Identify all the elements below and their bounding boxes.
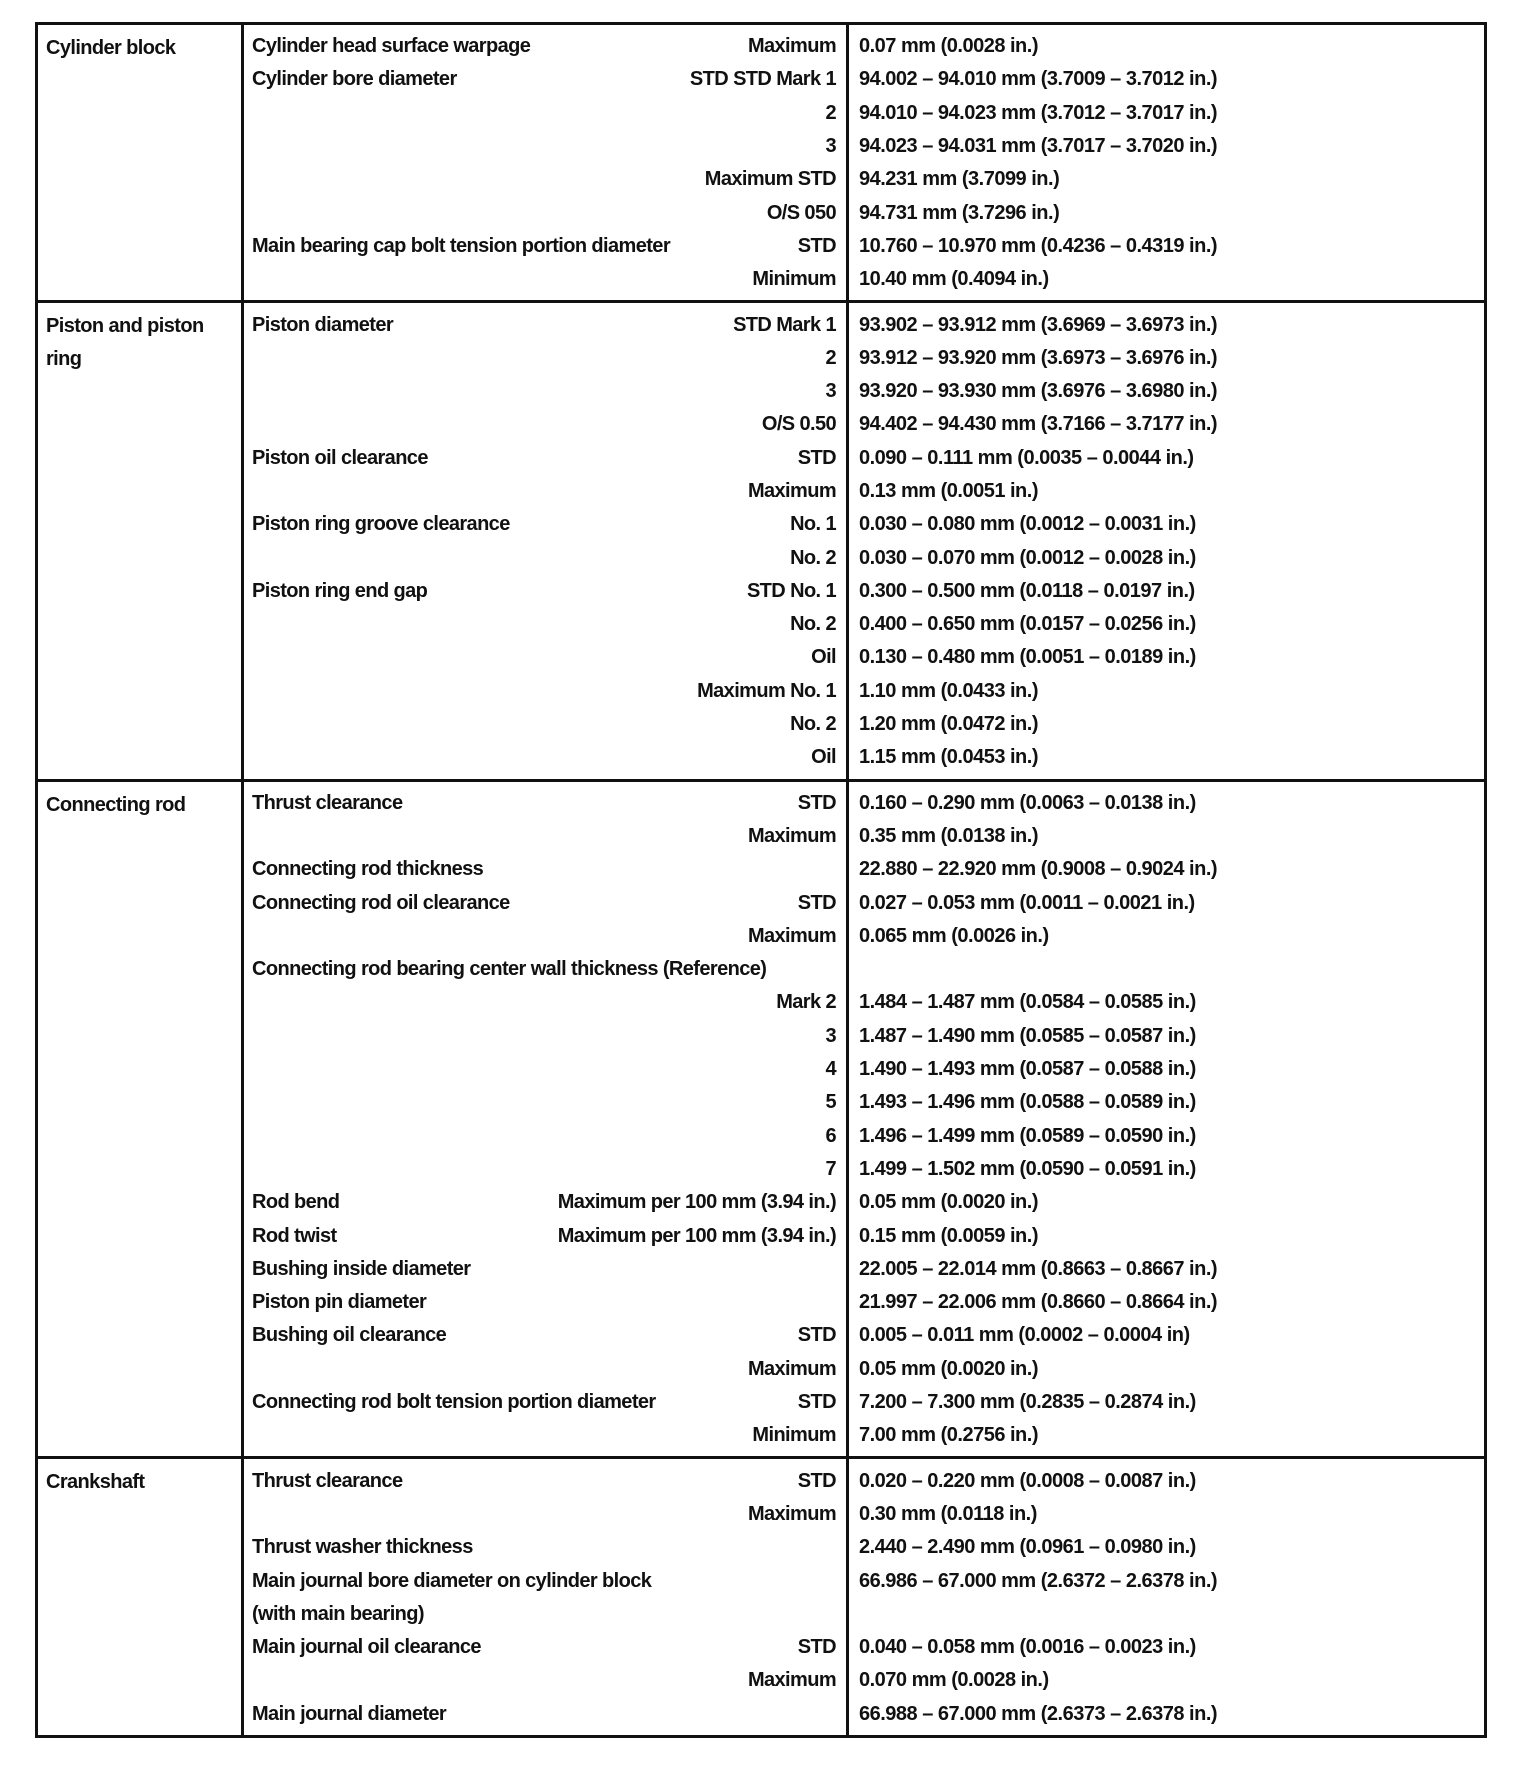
table-row xyxy=(252,1664,836,1697)
condition-label: STD xyxy=(797,1636,836,1659)
table-row xyxy=(252,475,836,508)
table-row xyxy=(252,163,836,196)
spec-value: 1.20 mm (0.0472 in.) xyxy=(859,713,1038,736)
condition-label: Mark 2 xyxy=(776,991,836,1014)
table-row xyxy=(252,1386,836,1419)
table-row xyxy=(252,1464,836,1497)
condition-label: Maximum xyxy=(747,924,836,947)
table-row xyxy=(252,97,836,130)
item-label: Main journal bore diameter on cylinder block xyxy=(252,1569,652,1592)
item-column xyxy=(244,25,849,300)
condition-label: Maximum STD xyxy=(704,168,836,191)
condition-label: STD xyxy=(797,1469,836,1492)
item-label: Connecting rod bearing center wall thickness (Reference) xyxy=(252,958,767,981)
table-row xyxy=(252,1253,836,1286)
condition-label: STD xyxy=(797,891,836,914)
spec-value: 1.10 mm (0.0433 in.) xyxy=(859,679,1038,702)
spec-value: 0.05 mm (0.0020 in.) xyxy=(859,1191,1038,1214)
condition-label: 3 xyxy=(825,135,836,158)
table-row xyxy=(252,1186,836,1219)
spec-value: 0.005 – 0.011 mm (0.0002 – 0.0004 in) xyxy=(859,1324,1190,1347)
table-row xyxy=(252,953,836,986)
category-label: Piston and piston ring xyxy=(38,303,244,778)
spec-value: 0.15 mm (0.0059 in.) xyxy=(859,1224,1038,1247)
spec-value xyxy=(859,1598,1476,1631)
category-label: Cylinder block xyxy=(38,25,244,300)
table-row xyxy=(252,1086,836,1119)
condition-label: 4 xyxy=(825,1058,836,1081)
spec-value: 94.023 – 94.031 mm (3.7017 – 3.7020 in.) xyxy=(859,135,1218,158)
item-label: Piston pin diameter xyxy=(252,1291,427,1314)
condition-label: Maximum xyxy=(747,1669,836,1692)
spec-value: 0.30 mm (0.0118 in.) xyxy=(859,1502,1037,1525)
table-row xyxy=(252,63,836,96)
table-row xyxy=(252,1698,836,1731)
condition-label: Maximum per 100 mm (3.94 in.) xyxy=(557,1224,836,1247)
table-row xyxy=(252,541,836,574)
table-row xyxy=(252,408,836,441)
condition-label: No. 2 xyxy=(790,713,836,736)
spec-value: 0.160 – 0.290 mm (0.0063 – 0.0138 in.) xyxy=(859,791,1196,814)
spec-value: 1.499 – 1.502 mm (0.0590 – 0.0591 in.) xyxy=(859,1157,1196,1180)
table-row xyxy=(252,1020,836,1053)
condition-label: Maximum xyxy=(747,1357,836,1380)
condition-label: Maximum No. 1 xyxy=(697,679,836,702)
spec-value: 0.030 – 0.070 mm (0.0012 – 0.0028 in.) xyxy=(859,546,1196,569)
table-row xyxy=(252,1531,836,1564)
table-row xyxy=(252,820,836,853)
condition-label: STD STD Mark 1 xyxy=(689,68,836,91)
table-row xyxy=(252,308,836,341)
spec-value: 0.065 mm (0.0026 in.) xyxy=(859,924,1049,947)
table-row xyxy=(252,1598,836,1631)
table-row xyxy=(252,1053,836,1086)
condition-label: 6 xyxy=(825,1124,836,1147)
spec-value: 1.487 – 1.490 mm (0.0585 – 0.0587 in.) xyxy=(859,1024,1196,1047)
table-row xyxy=(252,1319,836,1352)
item-label: Piston diameter xyxy=(252,313,394,336)
spec-value: 0.030 – 0.080 mm (0.0012 – 0.0031 in.) xyxy=(859,513,1196,536)
table-row xyxy=(252,1219,836,1252)
table-row xyxy=(252,1498,836,1531)
table-row xyxy=(252,1353,836,1386)
spec-value: 10.760 – 10.970 mm (0.4236 – 0.4319 in.) xyxy=(859,234,1218,257)
condition-label: STD Mark 1 xyxy=(733,313,836,336)
condition-label: Minimum xyxy=(752,268,836,291)
item-label: Cylinder head surface warpage xyxy=(252,35,531,58)
table-row xyxy=(252,1564,836,1597)
spec-value: 21.997 – 22.006 mm (0.8660 – 0.8664 in.) xyxy=(859,1291,1218,1314)
item-label: Thrust washer thickness xyxy=(252,1536,473,1559)
item-label: (with main bearing) xyxy=(252,1602,424,1625)
table-row xyxy=(252,1631,836,1664)
spec-value: 7.00 mm (0.2756 in.) xyxy=(859,1424,1038,1447)
item-label: Piston ring groove clearance xyxy=(252,513,510,536)
condition-label: 2 xyxy=(825,346,836,369)
condition-label: Maximum xyxy=(747,35,836,58)
table-row xyxy=(252,1120,836,1153)
condition-label: O/S 050 xyxy=(766,201,836,224)
item-label: Rod bend xyxy=(252,1191,340,1214)
condition-label: 3 xyxy=(825,1024,836,1047)
table-row xyxy=(252,130,836,163)
spec-value: 0.020 – 0.220 mm (0.0008 – 0.0087 in.) xyxy=(859,1469,1196,1492)
condition-label: Maximum xyxy=(747,824,836,847)
item-label: Main journal diameter xyxy=(252,1702,447,1725)
table-row xyxy=(252,986,836,1019)
table-row xyxy=(252,30,836,63)
condition-label: 5 xyxy=(825,1091,836,1114)
spec-section xyxy=(38,779,1484,1457)
item-label: Thrust clearance xyxy=(252,791,403,814)
spec-value: 0.090 – 0.111 mm (0.0035 – 0.0044 in.) xyxy=(859,446,1194,469)
item-label: Cylinder bore diameter xyxy=(252,68,457,91)
condition-label: No. 2 xyxy=(790,546,836,569)
spec-value: 94.010 – 94.023 mm (3.7012 – 3.7017 in.) xyxy=(859,101,1218,124)
spec-value: 0.35 mm (0.0138 in.) xyxy=(859,824,1038,847)
spec-section xyxy=(38,25,1484,300)
spec-value xyxy=(859,953,1476,986)
spec-value: 0.070 mm (0.0028 in.) xyxy=(859,1669,1049,1692)
spec-value: 66.986 – 67.000 mm (2.6372 – 2.6378 in.) xyxy=(859,1569,1218,1592)
condition-label: Oil xyxy=(811,746,836,769)
spec-value: 94.731 mm (3.7296 in.) xyxy=(859,201,1060,224)
spec-value: 1.484 – 1.487 mm (0.0584 – 0.0585 in.) xyxy=(859,991,1196,1014)
table-row xyxy=(252,1153,836,1186)
table-row xyxy=(252,608,836,641)
spec-section xyxy=(38,1456,1484,1734)
condition-label: STD No. 1 xyxy=(746,579,836,602)
value-column xyxy=(849,1459,1484,1734)
item-label: Rod twist xyxy=(252,1224,337,1247)
condition-label: Maximum per 100 mm (3.94 in.) xyxy=(557,1191,836,1214)
spec-value: 94.402 – 94.430 mm (3.7166 – 3.7177 in.) xyxy=(859,413,1218,436)
table-row xyxy=(252,641,836,674)
item-label: Main bearing cap bolt tension portion diameter xyxy=(252,234,670,257)
condition-label: STD xyxy=(797,1324,836,1347)
item-label: Connecting rod oil clearance xyxy=(252,891,510,914)
condition-label: No. 2 xyxy=(790,613,836,636)
spec-value: 1.15 mm (0.0453 in.) xyxy=(859,746,1038,769)
spec-value: 1.493 – 1.496 mm (0.0588 – 0.0589 in.) xyxy=(859,1091,1196,1114)
condition-label: Minimum xyxy=(752,1424,836,1447)
spec-value: 93.912 – 93.920 mm (3.6973 – 3.6976 in.) xyxy=(859,346,1218,369)
value-column xyxy=(849,303,1484,778)
condition-label: STD xyxy=(797,1391,836,1414)
table-row xyxy=(252,1419,836,1452)
table-row xyxy=(252,886,836,919)
table-row xyxy=(252,342,836,375)
spec-value: 10.40 mm (0.4094 in.) xyxy=(859,268,1049,291)
item-label: Thrust clearance xyxy=(252,1469,403,1492)
spec-value: 94.002 – 94.010 mm (3.7009 – 3.7012 in.) xyxy=(859,68,1218,91)
condition-label: STD xyxy=(797,791,836,814)
condition-label: 2 xyxy=(825,101,836,124)
item-label: Connecting rod bolt tension portion diameter xyxy=(252,1391,656,1414)
table-row xyxy=(252,741,836,774)
spec-table xyxy=(35,22,1487,1738)
item-column xyxy=(244,1459,849,1734)
value-column xyxy=(849,782,1484,1457)
condition-label: 3 xyxy=(825,380,836,403)
table-row xyxy=(252,1286,836,1319)
item-label: Bushing oil clearance xyxy=(252,1324,447,1347)
table-row xyxy=(252,508,836,541)
spec-value: 0.027 – 0.053 mm (0.0011 – 0.0021 in.) xyxy=(859,891,1195,914)
spec-value: 0.13 mm (0.0051 in.) xyxy=(859,480,1038,502)
spec-value: 94.231 mm (3.7099 in.) xyxy=(859,168,1060,191)
spec-value: 22.005 – 22.014 mm (0.8663 – 0.8667 in.) xyxy=(859,1257,1218,1280)
table-row xyxy=(252,575,836,608)
item-label: Connecting rod thickness xyxy=(252,858,484,881)
category-label: Crankshaft xyxy=(38,1459,244,1734)
table-row xyxy=(252,675,836,708)
table-row xyxy=(252,196,836,229)
table-row xyxy=(252,853,836,886)
table-row xyxy=(252,263,836,296)
condition-label: No. 1 xyxy=(790,513,836,536)
spec-value: 0.05 mm (0.0020 in.) xyxy=(859,1357,1038,1380)
spec-value: 22.880 – 22.920 mm (0.9008 – 0.9024 in.) xyxy=(859,858,1218,881)
item-column xyxy=(244,303,849,778)
spec-value: 2.440 – 2.490 mm (0.0961 – 0.0980 in.) xyxy=(859,1536,1196,1559)
condition-label: Oil xyxy=(811,646,836,669)
item-label: Piston ring end gap xyxy=(252,579,428,602)
spec-value: 1.496 – 1.499 mm (0.0589 – 0.0590 in.) xyxy=(859,1124,1196,1147)
spec-value: 93.902 – 93.912 mm (3.6969 – 3.6973 in.) xyxy=(859,313,1218,336)
item-label: Bushing inside diameter xyxy=(252,1257,471,1280)
condition-label: Maximum xyxy=(747,1502,836,1525)
spec-section xyxy=(38,300,1484,778)
table-row xyxy=(252,442,836,475)
spec-value: 0.300 – 0.500 mm (0.0118 – 0.0197 in.) xyxy=(859,579,1195,602)
condition-label: STD xyxy=(797,234,836,257)
item-label: Piston oil clearance xyxy=(252,446,428,469)
spec-value: 1.490 – 1.493 mm (0.0587 – 0.0588 in.) xyxy=(859,1058,1196,1081)
table-row xyxy=(252,375,836,408)
spec-value: 7.200 – 7.300 mm (0.2835 – 0.2874 in.) xyxy=(859,1391,1196,1414)
spec-value: 93.920 – 93.930 mm (3.6976 – 3.6980 in.) xyxy=(859,380,1218,403)
category-label: Connecting rod xyxy=(38,782,244,1457)
condition-label: O/S 0.50 xyxy=(761,413,836,436)
spec-value: 0.400 – 0.650 mm (0.0157 – 0.0256 in.) xyxy=(859,613,1196,636)
spec-value: 0.040 – 0.058 mm (0.0016 – 0.0023 in.) xyxy=(859,1636,1196,1659)
table-row xyxy=(252,787,836,820)
condition-label: Maximum xyxy=(747,480,836,502)
table-row xyxy=(252,920,836,953)
item-label: Main journal oil clearance xyxy=(252,1636,481,1659)
condition-label: STD xyxy=(797,446,836,469)
table-row xyxy=(252,230,836,263)
value-column xyxy=(849,25,1484,300)
condition-label: 7 xyxy=(825,1157,836,1180)
spec-value: 66.988 – 67.000 mm (2.6373 – 2.6378 in.) xyxy=(859,1702,1218,1725)
spec-value: 0.07 mm (0.0028 in.) xyxy=(859,35,1038,58)
spec-value: 0.130 – 0.480 mm (0.0051 – 0.0189 in.) xyxy=(859,646,1196,669)
table-row xyxy=(252,708,836,741)
item-column xyxy=(244,782,849,1457)
